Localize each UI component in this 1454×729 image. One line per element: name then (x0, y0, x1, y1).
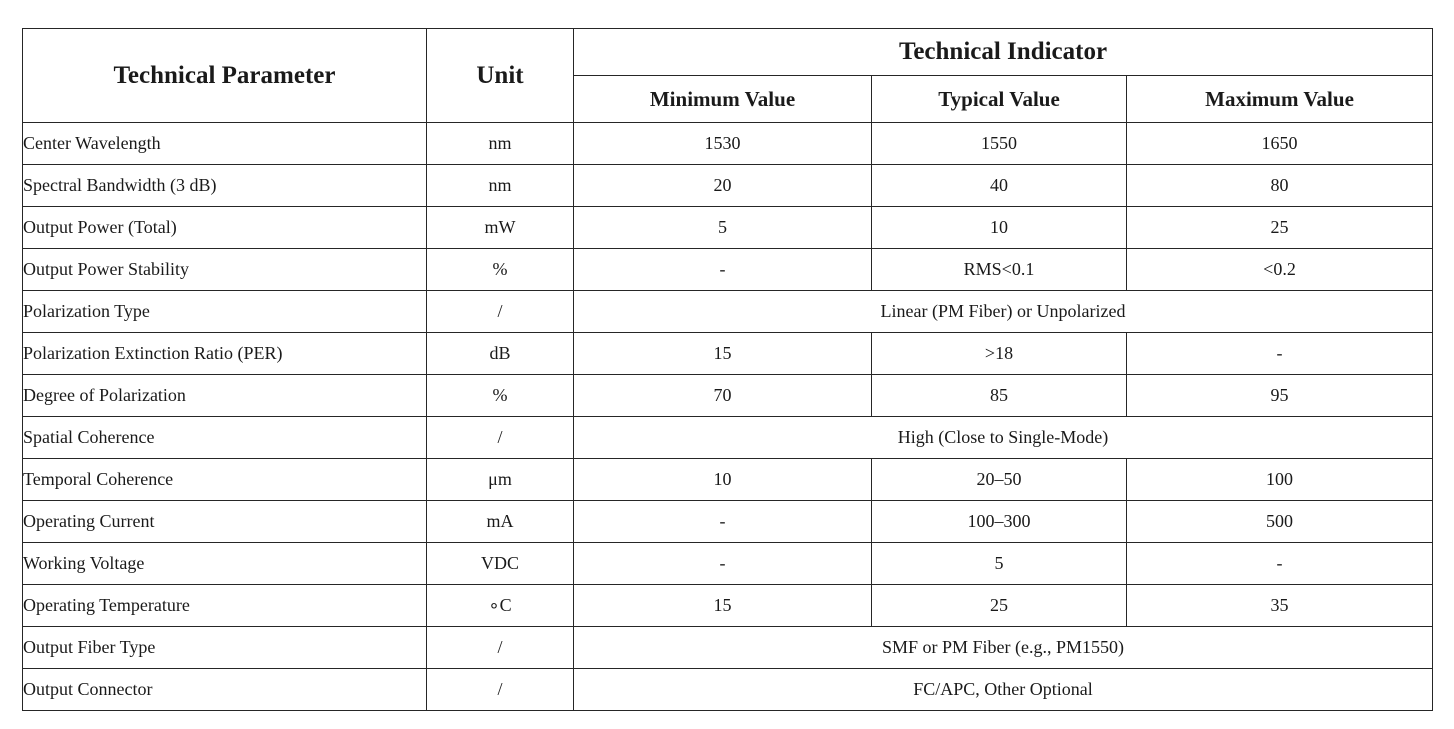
cell-parameter: Working Voltage (23, 543, 427, 585)
header-unit: Unit (427, 29, 574, 123)
cell-unit: / (427, 627, 574, 669)
cell-parameter: Polarization Type (23, 291, 427, 333)
cell-parameter: Center Wavelength (23, 123, 427, 165)
table-row (23, 291, 1433, 333)
table-row (23, 543, 1433, 585)
cell-max-value: 95 (1127, 375, 1433, 417)
cell-unit: nm (427, 123, 574, 165)
cell-unit: / (427, 417, 574, 459)
cell-typ-value: 40 (872, 165, 1127, 207)
header-maximum-value: Maximum Value (1127, 76, 1433, 123)
cell-unit: / (427, 291, 574, 333)
table-row (23, 501, 1433, 543)
cell-typ-value: 25 (872, 585, 1127, 627)
cell-typ-value: 20–50 (872, 459, 1127, 501)
cell-unit: mW (427, 207, 574, 249)
table-row (23, 417, 1433, 459)
table-row (23, 669, 1433, 711)
cell-parameter: Output Connector (23, 669, 427, 711)
cell-min-value: 20 (574, 165, 872, 207)
table-row (23, 375, 1433, 417)
cell-unit: μm (427, 459, 574, 501)
cell-max-value: - (1127, 543, 1433, 585)
cell-unit: dB (427, 333, 574, 375)
cell-parameter: Spectral Bandwidth (3 dB) (23, 165, 427, 207)
cell-parameter: Spatial Coherence (23, 417, 427, 459)
table-row (23, 207, 1433, 249)
cell-indicator-spanned: High (Close to Single-Mode) (574, 417, 1433, 459)
cell-indicator-spanned: Linear (PM Fiber) or Unpolarized (574, 291, 1433, 333)
table-row (23, 627, 1433, 669)
header-minimum-value: Minimum Value (574, 76, 872, 123)
cell-typ-value: 85 (872, 375, 1127, 417)
cell-unit: VDC (427, 543, 574, 585)
cell-parameter: Output Power (Total) (23, 207, 427, 249)
cell-unit: nm (427, 165, 574, 207)
cell-typ-value: 5 (872, 543, 1127, 585)
cell-parameter: Output Power Stability (23, 249, 427, 291)
cell-max-value: 500 (1127, 501, 1433, 543)
cell-min-value: 1530 (574, 123, 872, 165)
table-row (23, 459, 1433, 501)
table-row (23, 333, 1433, 375)
table-row (23, 123, 1433, 165)
cell-parameter: Polarization Extinction Ratio (PER) (23, 333, 427, 375)
cell-typ-value: >18 (872, 333, 1127, 375)
cell-max-value: 35 (1127, 585, 1433, 627)
cell-max-value: - (1127, 333, 1433, 375)
cell-min-value: 15 (574, 585, 872, 627)
specification-table (22, 28, 1433, 711)
cell-min-value: - (574, 501, 872, 543)
table-row (23, 585, 1433, 627)
cell-max-value: 80 (1127, 165, 1433, 207)
cell-max-value: <0.2 (1127, 249, 1433, 291)
cell-unit: % (427, 375, 574, 417)
table-header (23, 29, 1433, 123)
cell-parameter: Operating Temperature (23, 585, 427, 627)
cell-parameter: Operating Current (23, 501, 427, 543)
cell-min-value: 10 (574, 459, 872, 501)
cell-parameter: Degree of Polarization (23, 375, 427, 417)
table-row (23, 165, 1433, 207)
cell-unit: / (427, 669, 574, 711)
header-technical-parameter: Technical Parameter (23, 29, 427, 123)
header-technical-indicator: Technical Indicator (574, 29, 1433, 76)
cell-unit: % (427, 249, 574, 291)
cell-min-value: 70 (574, 375, 872, 417)
cell-max-value: 1650 (1127, 123, 1433, 165)
cell-min-value: - (574, 543, 872, 585)
cell-min-value: - (574, 249, 872, 291)
cell-typ-value: 1550 (872, 123, 1127, 165)
cell-unit: ∘C (427, 585, 574, 627)
cell-min-value: 15 (574, 333, 872, 375)
cell-max-value: 100 (1127, 459, 1433, 501)
cell-indicator-spanned: SMF or PM Fiber (e.g., PM1550) (574, 627, 1433, 669)
cell-parameter: Temporal Coherence (23, 459, 427, 501)
cell-parameter: Output Fiber Type (23, 627, 427, 669)
header-row-primary (23, 29, 1433, 76)
cell-typ-value: 10 (872, 207, 1127, 249)
cell-indicator-spanned: FC/APC, Other Optional (574, 669, 1433, 711)
cell-max-value: 25 (1127, 207, 1433, 249)
table-row (23, 249, 1433, 291)
header-typical-value: Typical Value (872, 76, 1127, 123)
cell-unit: mA (427, 501, 574, 543)
cell-typ-value: 100–300 (872, 501, 1127, 543)
table-body (23, 123, 1433, 711)
cell-min-value: 5 (574, 207, 872, 249)
cell-typ-value: RMS<0.1 (872, 249, 1127, 291)
